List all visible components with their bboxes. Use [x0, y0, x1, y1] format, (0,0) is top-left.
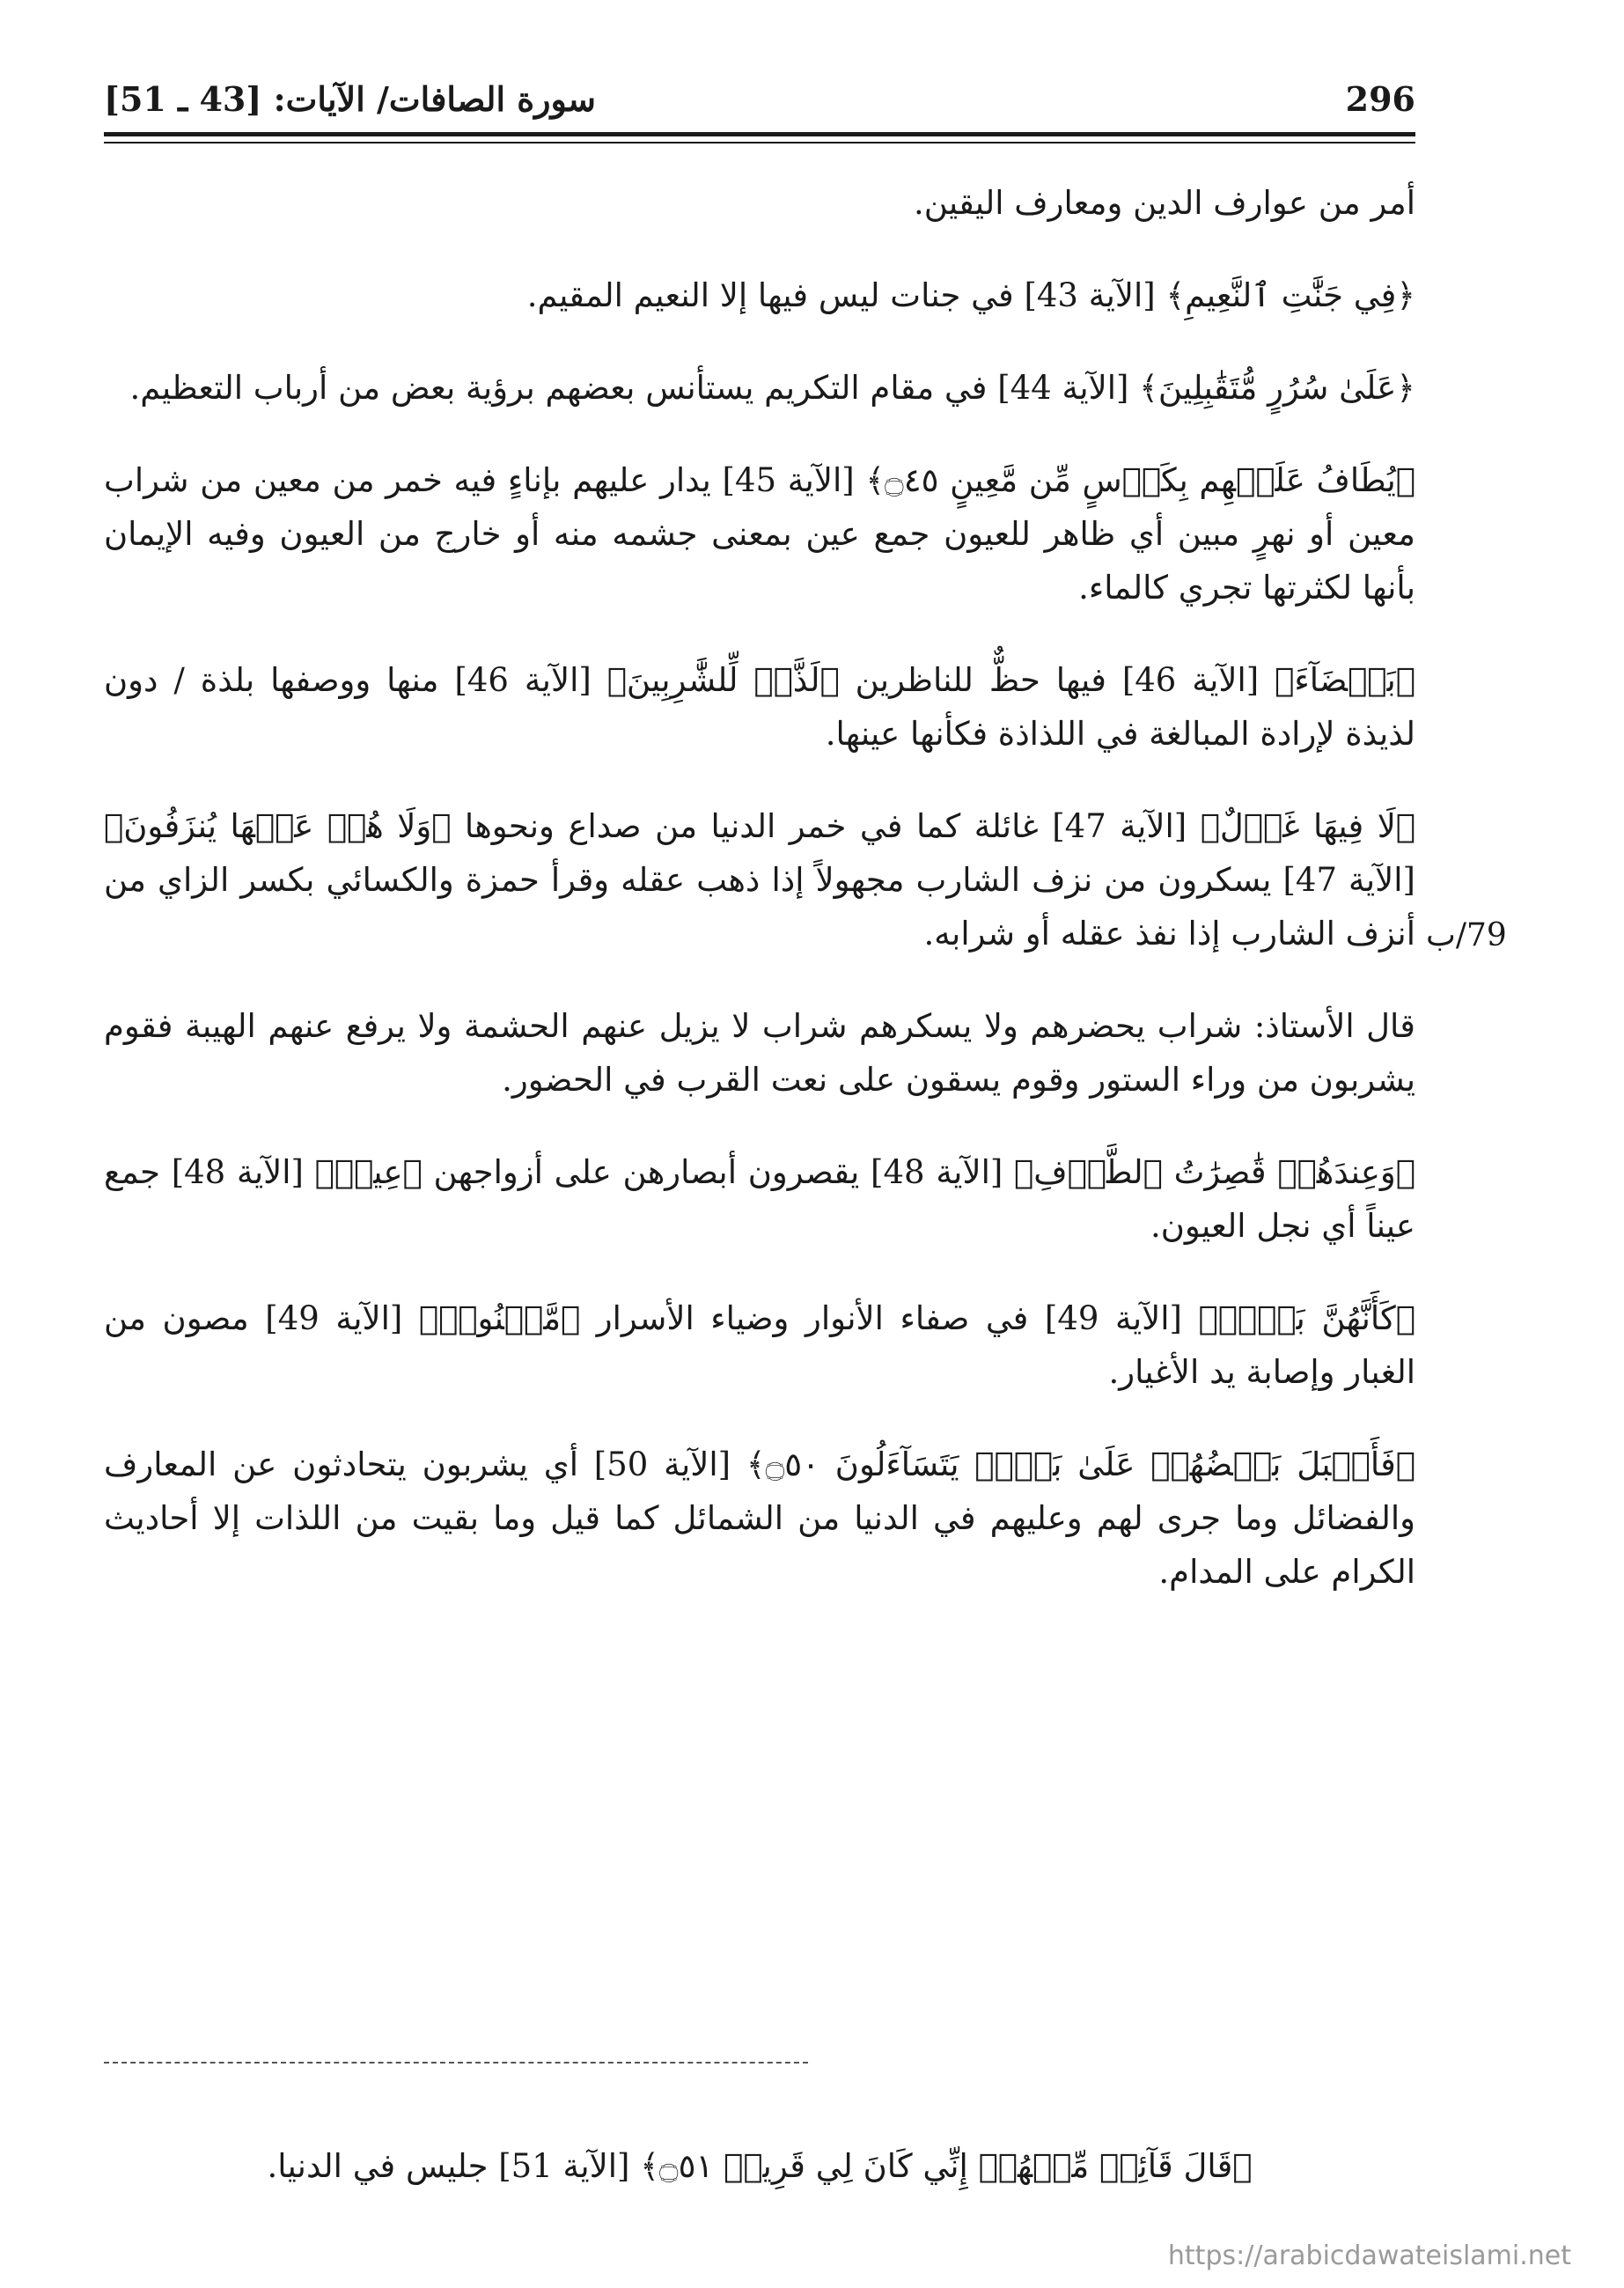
- footnote-separator: [104, 2062, 808, 2064]
- paragraph: ﴿لَا فِيهَا غَوۡلٌ﴾ [الآية 47] غائلة كما في خمر الدنيا من صداع ونحوها ﴿وَلَا هُمۡ عَنۡهَا يُنزَفُونَ﴾ [الآية 47] يسكرون من نزف الشارب مجهولاً إذا ذهب عقله وقرأ حمزة والكسائي بكسر الزاي من أنزف الشارب إذا نفذ عقله أو شرابه.: [104, 807, 1416, 953]
- paragraph: ﴿بَيۡضَآءَ﴾ [الآية 46] فيها حظٌّ للناظرين ﴿لَذَّةٖ لِّلشَّٰرِبِينَ﴾ [الآية 46] منها ووصفها بلذة / دون لذيذة لإرادة المبالغة في اللذاذة فكأنها عينها.: [104, 661, 1416, 753]
- paragraph: ﴿وَعِندَهُمۡ قَٰصِرَٰتُ ٱلطَّرۡفِ﴾ [الآية 48] يقصرون أبصارهن على أزواجهن ﴿عِينٞ﴾ [الآية 48] جمع عيناً أي نجل العيون.: [104, 1153, 1415, 1245]
- page-header: [104, 77, 1415, 132]
- page-number: 296: [1345, 79, 1415, 119]
- paragraph: ﴿عَلَىٰ سُرُرٍ مُّتَقَٰبِلِينَ﴾ [الآية 44] في مقام التكريم يستأنس بعضهم برؤية بعض من أرباب التعظيم.: [129, 369, 1415, 407]
- main-text: [104, 176, 1415, 1637]
- paragraph: ﴿يُطَافُ عَلَيۡهِم بِكَأۡسٍ مِّن مَّعِينٍ ۝٤٥﴾ [الآية 45] يدار عليهم بإناءٍ فيه خمر من معين من شراب معين أو نهرٍ مبين أي ظاهر للعيون جمع عين بمعنى جشمه منه أو خارج من العيون وفيه الإيمان بأنها لكثرتها تجري كالماء.: [104, 461, 1415, 607]
- paragraph: ﴿فَأَقۡبَلَ بَعۡضُهُمۡ عَلَىٰ بَعۡضٖ يَتَسَآءَلُونَ ۝٥٠﴾ [الآية 50] أي يشربون يتحادثون عن المعارف والفضائل وما جرى لهم وعليهم في الدنيا من الشمائل كما قيل وما بقيت من اللذات إلا أحاديث الكرام على المدام.: [104, 1446, 1416, 1591]
- paragraph: ﴿فِي جَنَّٰتِ ٱلنَّعِيمِ﴾ [الآية 43] في جنات ليس فيها إلا النعيم المقيم.: [526, 276, 1415, 314]
- final-verse: ﴿قَالَ قَآئِلٞ مِّنۡهُمۡ إِنِّي كَانَ لِي قَرِينٞ ۝٥١﴾ [الآية 51] جليس في الدنيا.: [267, 2147, 1253, 2185]
- paragraph: ﴿كَأَنَّهُنَّ بَيۡضٞ﴾ [الآية 49] في صفاء الأنوار وضياء الأسرار ﴿مَّكۡنُونٞ﴾ [الآية 49] مصون من الغبار وإصابة يد الأغيار.: [104, 1299, 1415, 1391]
- header-rule-thick: [104, 132, 1415, 136]
- manuscript-folio-note: 79/ب: [1426, 917, 1507, 953]
- watermark-url: https://arabicdawateislami.net: [1167, 2240, 1571, 2271]
- paragraph: قال الأستاذ: شراب يحضرهم ولا يسكرهم شراب لا يزيل عنهم الحشمة ولا يرفع عنهم الهيبة فقوم يشربون من وراء الستور وقوم يسقون على نعت القرب في الحضور.: [104, 1007, 1415, 1099]
- chapter-title: سورة الصافات/ الآيات: [43 ـ 51]: [104, 79, 597, 119]
- header-rule-thin: [104, 142, 1415, 143]
- paragraph: أمر من عوارف الدين ومعارف اليقين.: [914, 184, 1415, 222]
